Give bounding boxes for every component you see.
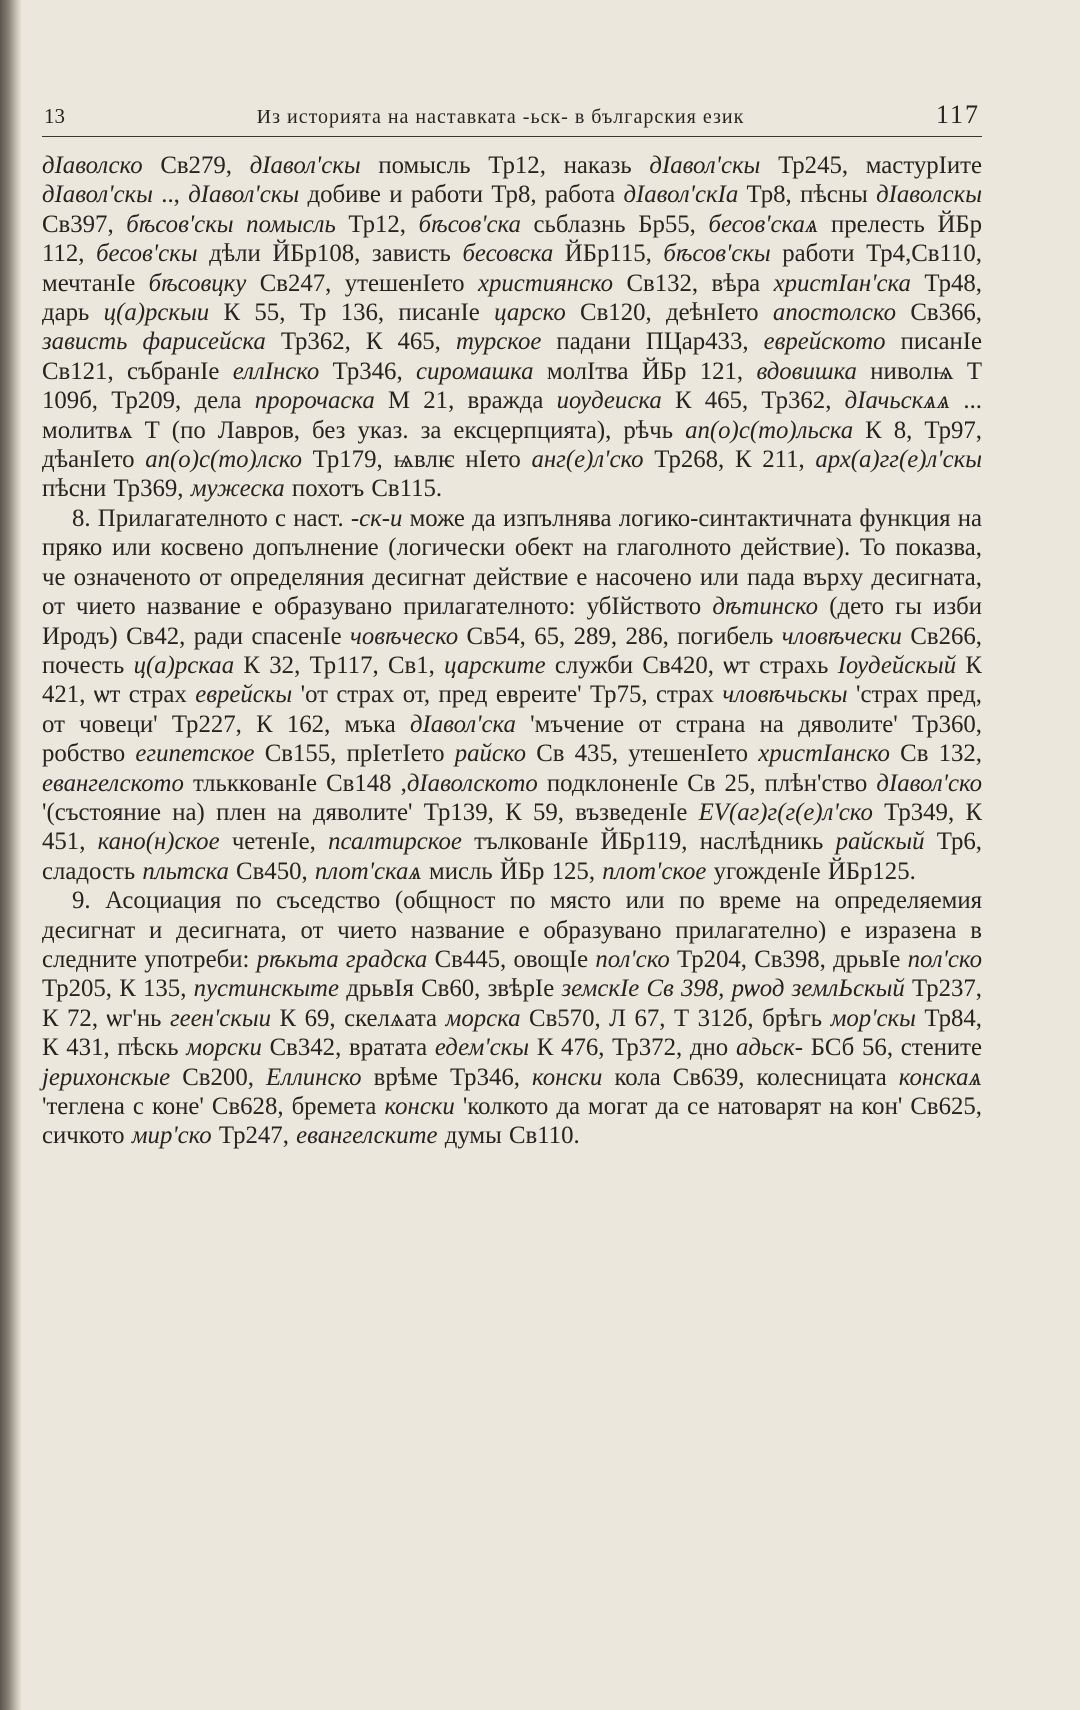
italic-term: ап(о)с(то)лско: [145, 446, 302, 474]
italic-term: пол'ско: [595, 945, 670, 973]
paragraph: [42, 151, 982, 504]
text-run: нивол: [856, 357, 933, 385]
text-run: Тр48, дарь: [42, 269, 982, 327]
text-run: Тр8, пѣсны: [738, 181, 877, 209]
text-run: К 421, ѡт страх: [42, 651, 982, 709]
italic-term: псалтирское: [328, 828, 462, 856]
italic-term: бѣсов'ска: [418, 210, 521, 238]
text-run: К 465, Тр362,: [661, 387, 845, 415]
italic-term: едем'скы: [434, 1034, 530, 1062]
text-run: Св366,: [896, 299, 982, 327]
italic-term: иѹдеиска: [556, 387, 662, 415]
italic-term: чловѣчьскы: [722, 681, 848, 709]
text-run: 'теглена с коне' Св628, бремета: [42, 1093, 385, 1120]
text-run: тльккованІе Св148 ,: [183, 769, 407, 797]
text-run: мисль ЙБр 125,: [421, 857, 603, 885]
italic-term: зависть фарисейска: [42, 328, 266, 356]
text-run: подклоненІе Св 25, плѣн'ство: [537, 769, 877, 797]
text-run: прелесть ЙБр 112,: [42, 210, 982, 268]
text-run: К 32, Тр117, Св1,: [234, 651, 445, 679]
text-run: Св450,: [228, 857, 315, 885]
text-run: 'страх пред, от човеци' Тр227, К 162, мъка: [42, 681, 983, 738]
text-run: Тр247,: [211, 1122, 297, 1150]
text-run: ... молитвѧ Т (по Лавров, без указ. за ексцерпцията), рѣчь: [42, 387, 982, 444]
italic-term: бѣсов'скы: [126, 210, 234, 238]
italic-term: вдовишка: [756, 357, 857, 385]
italic-term: христІан'ска: [773, 269, 911, 297]
text-run: добиве и работи Тр8, работа: [299, 181, 624, 209]
text-run: падани ПЦар433,: [541, 328, 764, 356]
italic-term: бѣсов'скы: [663, 240, 771, 268]
text-run: 9. Асоциация по съседство (общност по място или по време на определяемия десигнат и десигната, от чието название е образувано прилагателно) е изразена в следните употреби:: [42, 887, 982, 973]
text-run: Св155, прІетІето: [254, 740, 455, 768]
text-run: Св266, почесть: [42, 622, 982, 679]
text-run: Св445, овощІе: [427, 945, 596, 973]
text-run: Тр245, мастурІите: [760, 152, 982, 179]
text-run: Св570, Л 67, Т 312б, брѣгь: [520, 1004, 831, 1032]
italic-term: райскый: [835, 828, 925, 856]
text-run: 'от страх от, пред евреите' Тр75, страх: [292, 681, 723, 709]
text-run: писанІе Св121, събранІе: [42, 328, 983, 385]
italic-term: анг(е)л'ско: [531, 446, 644, 474]
text-run: Св132, вѣра: [613, 269, 774, 297]
text-run: помысль Тр12, наказь: [360, 152, 650, 179]
text-run: Св120, деѣнІето: [565, 299, 773, 327]
text-run: '(състояние на) плен на дяволите' Тр139, К 59, възведенІе: [42, 798, 699, 826]
italic-term: геен'скыи: [169, 1004, 272, 1032]
book-spine-shadow: [0, 0, 22, 1710]
italic-term: евангелското: [42, 769, 184, 797]
italic-term: царско: [494, 299, 566, 327]
italic-term: еврейскы: [195, 681, 293, 709]
text-run: Св200,: [170, 1063, 266, 1091]
italic-term: бѣсовцку: [148, 269, 247, 297]
text-run: К 8, Тр97, дѣанІето: [42, 416, 982, 474]
italic-term: дІавол'скы: [188, 181, 300, 209]
italic-term: EV(аг)г(г(е)л'ско: [698, 798, 873, 826]
italic-term: дІаволско: [42, 152, 143, 179]
italic-term: арх(а)гг(е)л'скы: [815, 446, 982, 474]
italic-term: Еллинско: [266, 1063, 362, 1091]
italic-term: бесов'скы: [96, 240, 198, 268]
section-number: 13: [44, 104, 65, 128]
text-run: Тр237, К 72, ѡг'нь: [42, 975, 982, 1032]
italic-term: пол'ско: [907, 945, 982, 973]
text-run: дрьвІя Св60, звѣрІе: [338, 975, 562, 1003]
text-run: ЙБр115,: [553, 240, 664, 268]
paragraph: [42, 886, 982, 1151]
italic-term: дІаволскы: [876, 181, 983, 209]
italic-term: ап(о)с(то)льска: [685, 416, 854, 444]
italic-term: Іѹдейскый: [837, 651, 957, 679]
italic-term: еврейското: [763, 328, 886, 356]
text-run: Св279,: [142, 152, 250, 179]
text-run: кола Св639, колесницата: [602, 1063, 899, 1091]
italic-term: дІаволското: [406, 769, 538, 797]
italic-term: апостолско: [772, 299, 896, 327]
italic-term: египетское: [135, 740, 255, 768]
italic-term: сиромашка: [415, 357, 534, 385]
italic-term: земскІе Св 398, рѡод землЬскый: [561, 975, 905, 1003]
italic-term: христІанско: [758, 740, 890, 768]
text-run: К 55, Тр 136, писанІе: [209, 299, 495, 327]
text-run: угожденІе ЙБр125.: [706, 857, 916, 885]
text-run: Тр179, ѩвлѥ нІето: [301, 446, 532, 474]
italic-term: чловѣчески: [781, 622, 902, 650]
italic-term: пророчаска: [254, 387, 375, 415]
text-run: Тр12,: [335, 210, 419, 238]
running-title: Из историята на наставката -ьск- в българския език: [256, 106, 745, 128]
italic-term: конски: [532, 1063, 603, 1091]
italic-term: евангелските: [296, 1122, 438, 1150]
page: [42, 100, 982, 1151]
italic-term: християнско: [478, 269, 614, 297]
italic-term: плот'ское: [602, 857, 707, 885]
text-run: Св54, 65, 289, 286, погибель: [458, 622, 782, 650]
text-run: молІтва ЙБр 121,: [533, 357, 757, 385]
text-run: дѣли ЙБр108, зависть: [197, 240, 463, 268]
text-run: сьблазнь Бр55,: [520, 210, 709, 238]
italic-term: райско: [454, 740, 526, 768]
text-run: Св247, утешенІето: [246, 269, 478, 297]
italic-term: јерихонскые: [42, 1063, 171, 1091]
text-run: Т 109б, Тр209, дела: [42, 357, 982, 415]
text-run: 'мъчение от страна на дяволите' Тр360, робство: [42, 710, 983, 768]
italic-term: турское: [455, 328, 542, 356]
text-run: К 69, скелѧата: [271, 1004, 446, 1032]
text-run: К 476, Тр372, дно: [529, 1034, 736, 1062]
page-number: 117: [935, 100, 980, 129]
body-text: [42, 151, 982, 1151]
text-run: пѣсни Тр369,: [42, 475, 191, 503]
italic-term: царските: [444, 651, 546, 679]
italic-term: дІавол'скы: [649, 152, 761, 179]
text-run: Тр346,: [319, 357, 416, 385]
text-run: може да изпълнява логико-синтактичната функция на пряко или косвено допълнение (логически обект на глаголното действие). То показва, че означеното от определяния десигнат действие е насочено или пада върху десигната, от чието название е образувано прилагателното: убІйството: [42, 504, 983, 621]
text-run: ѩ: [932, 357, 954, 385]
italic-term: рѣкьта градска: [256, 945, 428, 973]
italic-term: дІавол'скы: [249, 152, 361, 179]
italic-term: -ск-и: [350, 504, 403, 532]
italic-term: ц(а)рскыи: [103, 299, 210, 327]
italic-term: кано(н)ское: [97, 828, 220, 856]
text-run: Св342, вратата: [261, 1034, 435, 1062]
text-run: Тр204, Св398, дрьвІе: [669, 945, 908, 973]
italic-term: мор'скы: [830, 1004, 916, 1032]
italic-term: помысль: [233, 210, 336, 238]
italic-term: мир'ско: [131, 1122, 212, 1150]
text-run: Тр349, К 451,: [42, 798, 982, 856]
text-run: думы Св110.: [437, 1122, 580, 1150]
italic-term: морска: [445, 1004, 521, 1032]
italic-term: конскаѧ: [898, 1063, 982, 1091]
text-run: Тр6, сладость: [42, 828, 983, 885]
paragraph: [42, 504, 982, 886]
italic-term: бесовска: [462, 240, 554, 268]
italic-term: плот'скаѧ: [314, 857, 422, 885]
text-run: похотъ Св115.: [284, 475, 443, 503]
italic-term: ц(а)рскаа: [133, 651, 235, 679]
text-run: М 21, вражда: [374, 387, 557, 415]
running-header: [42, 100, 982, 137]
italic-term: пустинскыте: [193, 975, 339, 1003]
text-run: ..,: [152, 181, 189, 209]
italic-term: дІавол'ско: [876, 769, 982, 797]
text-run: БСб 56, стените: [803, 1034, 982, 1062]
italic-term: дІавол'ска: [409, 710, 516, 738]
text-run: Тр268, К 211,: [643, 446, 816, 474]
italic-term: морски: [186, 1034, 262, 1062]
text-run: 'колкото да могат да се натоварят на кон' Св625, сичкото: [42, 1093, 982, 1150]
italic-term: бесов'скаѧ: [708, 210, 819, 238]
italic-term: дІавол'скІа: [623, 181, 739, 209]
text-run: работи Тр4,Св110, мечтанІе: [42, 240, 982, 297]
text-run: Тр84, К 431, пѣскь: [42, 1004, 982, 1062]
text-run: Св 132,: [889, 740, 982, 768]
italic-term: конски: [384, 1093, 455, 1120]
text-run: врѣме Тр346,: [361, 1063, 533, 1091]
italic-term: адьск-: [735, 1034, 804, 1062]
text-run: 8. Прилагателното с наст.: [72, 504, 351, 532]
text-run: тълкованІе ЙБр119, наслѣдникь: [461, 828, 836, 856]
text-run: служби Св420, ѡт страхь: [545, 651, 838, 679]
italic-term: мужеска: [190, 475, 285, 503]
text-run: Тр205, К 135,: [42, 975, 194, 1003]
text-run: Св397,: [42, 210, 127, 238]
italic-term: дѣтинско: [712, 593, 819, 621]
italic-term: дІавол'скы: [42, 181, 153, 209]
italic-term: човѣческо: [350, 622, 459, 650]
italic-term: дІачьскѧѧ: [844, 387, 951, 415]
text-run: Тр362, К 465,: [265, 328, 456, 356]
text-run: Св 435, утешенІето: [526, 740, 759, 768]
italic-term: еллІнско: [232, 357, 320, 385]
italic-term: пльтска: [142, 857, 229, 885]
text-run: четенІе,: [219, 828, 329, 856]
text-run: (дето гы изби Иродъ) Св42, ради спасенІе: [42, 593, 982, 650]
